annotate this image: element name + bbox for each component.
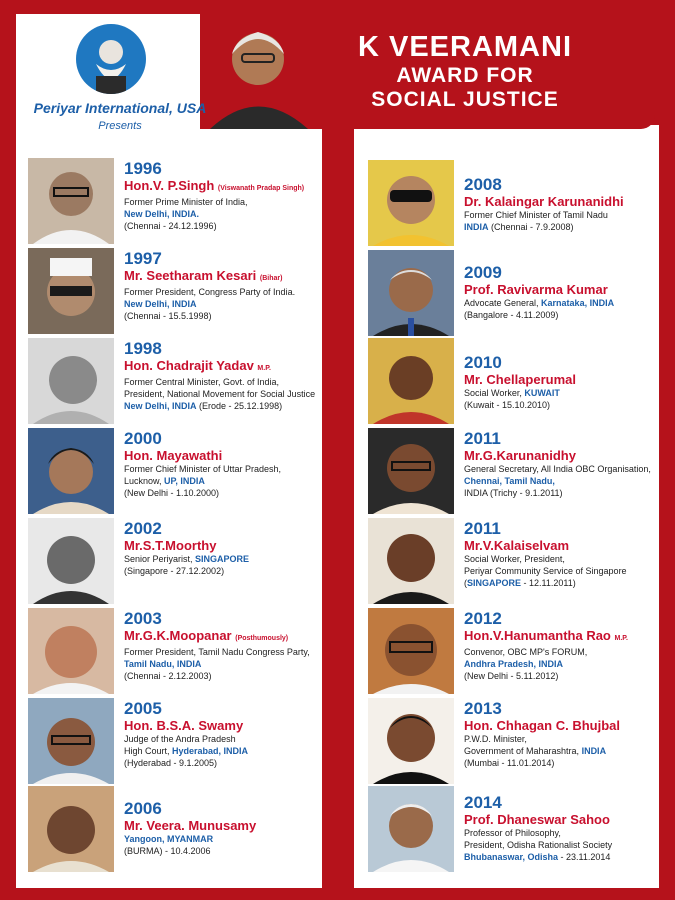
award-event: (Mumbai - 11.01.2014) <box>464 758 555 768</box>
awardee-title: Professor of Philosophy, <box>464 828 561 838</box>
awardee-name: Dr. Kalaingar Karunanidhi <box>464 194 624 209</box>
awardee-entry: 2005 Hon. B.S.A. Swamy Judge of the Andra Pradesh High Court, Hyderabad, INDIA (Hyderabad - 9.1.2005) <box>28 698 328 784</box>
awardee-entry <box>368 608 668 694</box>
awardee-name: Mr. Veera. Munusamy <box>124 818 257 833</box>
awardee-location: INDIA <box>464 222 489 232</box>
awardee-photo <box>368 786 454 872</box>
awardee-name: Hon.V. P.Singh (Viswanath Pradap Singh) <box>124 178 305 193</box>
award-year: 2009 <box>464 263 502 282</box>
awardee-location: New Delhi, INDIA <box>124 299 197 309</box>
awardee-entry <box>28 608 328 694</box>
award-year: 2005 <box>124 699 162 718</box>
awardee-title: Former President, Tamil Nadu Congress Party, <box>124 647 310 657</box>
awardee-name: Prof. Ravivarma Kumar <box>464 282 608 297</box>
awardee-photo <box>368 250 454 336</box>
awardee-entry <box>368 428 668 514</box>
awardee-title: Former Central Minister, Govt. of India, <box>124 377 280 387</box>
awardee-entry <box>368 250 668 336</box>
award-event: (Chennai - 2.12.2003) <box>124 671 212 681</box>
award-event: (Chennai - 24.12.1996) <box>124 221 217 231</box>
award-year: 2012 <box>464 609 502 628</box>
awardee-location: New Delhi, INDIA. <box>124 209 200 219</box>
awardee-entry <box>368 160 668 246</box>
awardee-location: Yangoon, MYANMAR <box>124 834 214 844</box>
awardee-entry <box>28 786 328 872</box>
presents-label: Presents <box>98 120 142 132</box>
award-event: (Chennai - 7.9.2008) <box>488 222 574 232</box>
award-event: (Chennai - 15.5.1998) <box>124 311 212 321</box>
awardee-title: Former President, Congress Party of India. <box>124 287 296 297</box>
awardee-location: Karnataka, INDIA <box>541 298 615 308</box>
awardee-entry <box>28 338 328 424</box>
award-year: 2013 <box>464 699 502 718</box>
awardee-title: Former Chief Minister of Uttar Pradesh, <box>124 464 282 474</box>
awardee-name: Mr. Seetharam Kesari (Bihar) <box>124 268 283 283</box>
awardee-location: Hyderabad, INDIA <box>172 746 249 756</box>
awardee-entry: 2011 Mr.V.Kalaiselvam Social Worker, President, Periyar Community Service of Singapore (SINGAPORE - 12.11.2011) <box>368 518 668 604</box>
award-event: (BURMA) - 10.4.2006 <box>124 846 211 856</box>
awardee-name: Mr.G.K.Moopanar (Posthumously) <box>124 628 289 643</box>
award-year: 1998 <box>124 339 162 358</box>
award-event: (Bangalore - 4.11.2009) <box>464 310 559 320</box>
awardee-name: Hon. Chadrajit Yadav M.P. <box>124 358 271 373</box>
awardee-photo <box>28 608 114 694</box>
award-year: 2006 <box>124 799 162 818</box>
award-year: 2008 <box>464 175 502 194</box>
awardee-photo <box>368 338 454 424</box>
award-event: - 23.11.2014 <box>558 852 611 862</box>
awardee-photo <box>28 248 114 334</box>
awardee-photo <box>368 160 454 246</box>
awardee-photo <box>368 608 454 694</box>
awardee-name: Hon. Mayawathi <box>124 448 223 463</box>
awardee-entry <box>28 158 328 244</box>
award-year: 2000 <box>124 429 162 448</box>
awardee-title: Social Worker, President, <box>464 554 565 564</box>
awardee-photo <box>28 428 114 514</box>
award-event: - 12.11.2011) <box>521 578 576 588</box>
awardee-name: Hon.V.Hanumantha Rao M.P. <box>464 628 628 643</box>
title-line-2: AWARD FOR <box>396 64 534 87</box>
awardee-title-2: Government of Maharashtra, <box>464 746 582 756</box>
awardee-location: Bhubanaswar, Odisha <box>464 852 559 862</box>
award-year: 2014 <box>464 793 502 812</box>
veeramani-portrait <box>200 14 310 129</box>
awardee-name: Hon. B.S.A. Swamy <box>124 718 244 733</box>
awardee-entry: 2000 Hon. Mayawathi Former Chief Minister of Uttar Pradesh, Lucknow, UP, INDIA (New Delhi - 1.10.2000) <box>28 428 328 514</box>
awardee-name: Hon. Chhagan C. Bhujbal <box>464 718 620 733</box>
award-year: 2003 <box>124 609 162 628</box>
award-year: 1997 <box>124 249 162 268</box>
awardee-name: Prof. Dhaneswar Sahoo <box>464 812 610 827</box>
awardee-title: Judge of the Andra Pradesh <box>124 734 236 744</box>
awardee-title: P.W.D. Minister, <box>464 734 527 744</box>
awardee-location: Chennai, Tamil Nadu, <box>464 476 555 486</box>
awardee-location: SINGAPORE <box>195 554 250 564</box>
award-event: (Kuwait - 15.10.2010) <box>464 400 551 410</box>
awardee-title: General Secretary, All India OBC Organisation, <box>464 464 651 474</box>
awardee-name: Mr. Chellaperumal <box>464 372 576 387</box>
award-year: 2010 <box>464 353 502 372</box>
award-event: (Hyderabad - 9.1.2005) <box>124 758 218 768</box>
title-line-3: SOCIAL JUSTICE <box>371 88 559 111</box>
awardee-photo <box>28 158 114 244</box>
awardee-photo <box>28 698 114 784</box>
awardee-photo <box>368 698 454 784</box>
award-year: 1996 <box>124 159 162 178</box>
awardee-title: Convenor, OBC MP's FORUM, <box>464 647 588 657</box>
awardee-photo <box>368 518 454 604</box>
awardee-location: SINGAPORE <box>467 578 522 588</box>
award-year: 2011 <box>464 519 501 538</box>
title-line-1: K VEERAMANI <box>357 31 572 63</box>
awardee-photo <box>368 428 454 514</box>
award-year: 2011 <box>464 429 501 448</box>
awardee-name: Mr.S.T.Moorthy <box>124 538 217 553</box>
awardee-title-2: Periyar Community Service of Singapore <box>464 566 627 576</box>
awardee-location: INDIA <box>581 746 607 756</box>
awardee-location: Tamil Nadu, INDIA <box>124 659 202 669</box>
award-year: 2002 <box>124 519 162 538</box>
awardee-name: Mr.V.Kalaiselvam <box>464 538 570 553</box>
awardee-location: KUWAIT <box>524 388 560 398</box>
awardee-photo <box>28 518 114 604</box>
awardee-title-2: President, Odisha Rationalist Society <box>464 840 613 850</box>
award-event: (Erode - 25.12.1998) <box>199 401 283 411</box>
awardee-entry <box>368 338 668 424</box>
awardee-title: Former Chief Minister of Tamil Nadu <box>464 210 608 220</box>
awardee-location: UP, INDIA <box>164 476 205 486</box>
awardee-photo <box>28 338 114 424</box>
periyar-logo <box>76 24 146 94</box>
awardee-title: Advocate General, <box>464 298 542 308</box>
award-event: INDIA (Trichy - 9.1.2011) <box>464 488 563 498</box>
awardee-name: Mr.G.Karunanidhy <box>464 448 576 463</box>
awardee-location: Andhra Pradesh, INDIA <box>464 659 564 669</box>
org-name: Periyar International, USA <box>33 100 207 116</box>
awardee-title-2: President, National Movement for Social Justice <box>124 389 316 399</box>
awardee-location: New Delhi, INDIA <box>124 401 197 411</box>
awardee-entry <box>28 518 328 604</box>
awardee-entry <box>368 698 668 784</box>
awardee-photo <box>28 786 114 872</box>
awardee-title: Former Prime Minister of India, <box>124 197 248 207</box>
award-event: (Singapore - 27.12.2002) <box>124 566 225 576</box>
awardee-title: Senior Periyarist, <box>124 554 196 564</box>
awardee-entry <box>28 248 328 334</box>
award-event: (New Delhi - 5.11.2012) <box>464 671 559 681</box>
awardee-entry <box>368 786 668 872</box>
award-event: (New Delhi - 1.10.2000) <box>124 488 220 498</box>
award-title <box>320 30 610 112</box>
awardee-title: Social Worker, <box>464 388 525 398</box>
